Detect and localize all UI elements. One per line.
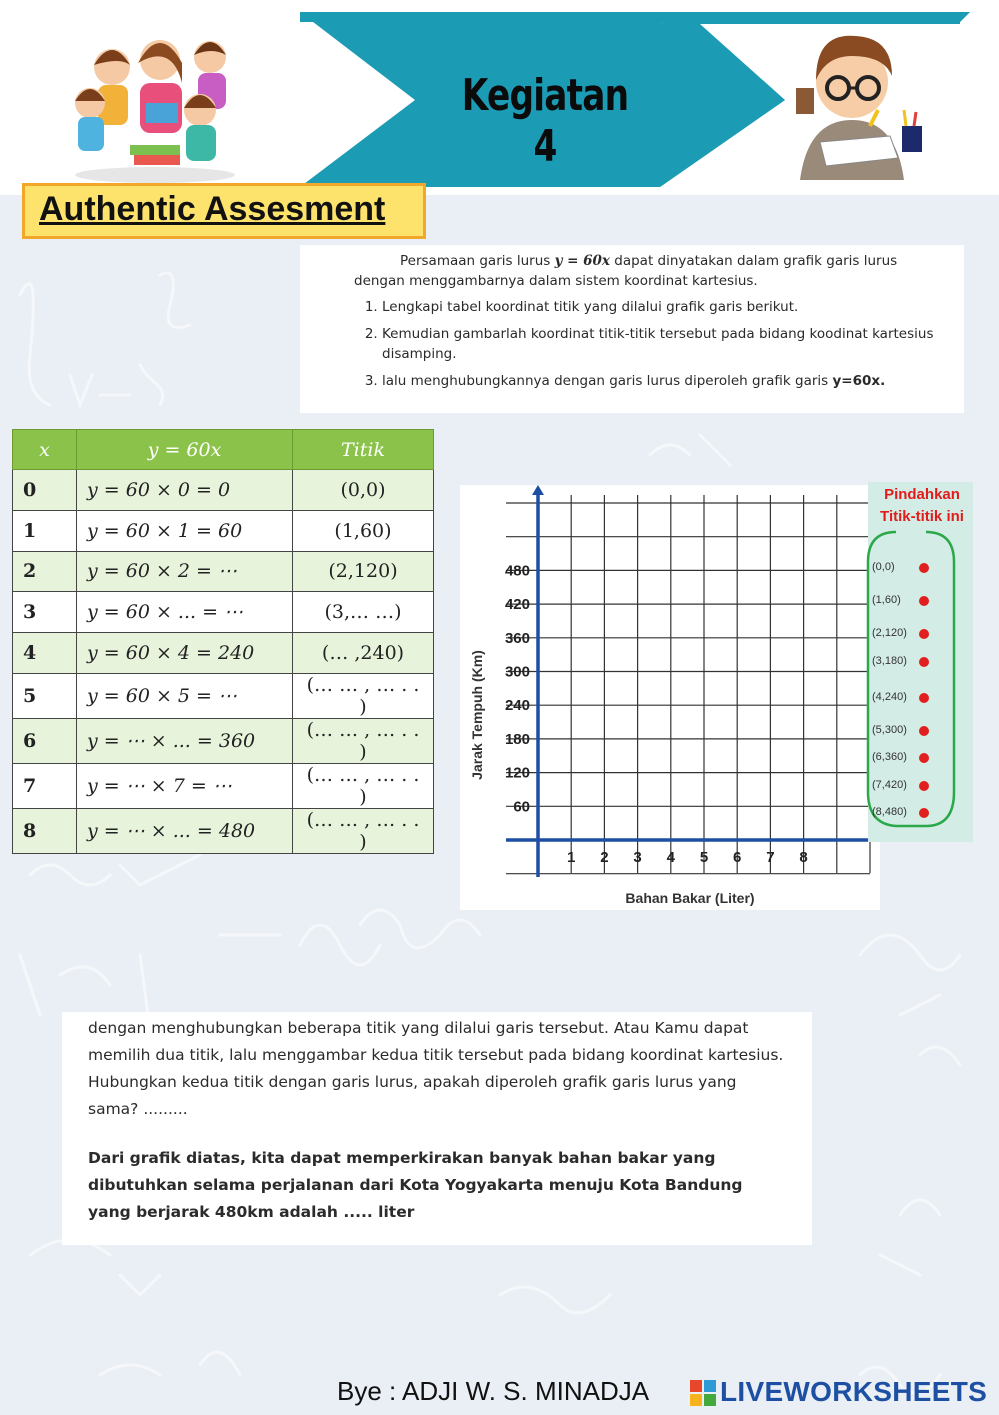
point-label: (8,480) xyxy=(872,806,907,818)
x-tick-label: 5 xyxy=(699,849,709,866)
cell-point: (… … , … . . ) xyxy=(293,808,434,853)
draggable-point-dot[interactable] xyxy=(919,657,929,667)
x-tick-label: 2 xyxy=(600,849,609,866)
x-axis-label: Bahan Bakar (Liter) xyxy=(625,890,755,906)
draggable-point-dot[interactable] xyxy=(919,563,929,573)
header-equation: y = 60x xyxy=(77,430,293,470)
cell-equation: y = 60 × ... = ⋯ xyxy=(77,592,293,633)
instructions-intro xyxy=(354,251,946,291)
table-row xyxy=(13,673,434,718)
cell-equation: y = ⋯ × 7 = ⋯ xyxy=(77,763,293,808)
y-tick-label: 420 xyxy=(504,596,530,614)
activity-title: Kegiatan 4 xyxy=(461,70,629,172)
y-tick-label: 480 xyxy=(504,562,530,580)
intro-text-pre: Persamaan garis lurus xyxy=(400,253,555,269)
cell-point: (… ,240) xyxy=(293,633,434,674)
y-tick-label: 180 xyxy=(504,730,530,748)
cell-x: 3 xyxy=(13,592,77,633)
instruction-step: 1. Lengkapi tabel koordinat titik yang dilalui grafik garis berikut. xyxy=(382,297,946,317)
instructions-panel xyxy=(300,245,964,413)
y-tick-label: 120 xyxy=(504,764,530,782)
x-tick-label: 8 xyxy=(799,849,808,866)
y-axis-arrow-icon xyxy=(532,485,544,495)
liveworksheets-brand: LIVEWORKSHEETS xyxy=(720,1376,988,1407)
points-title-line2: Titik-titik ini xyxy=(880,508,964,525)
points-title-line1: Pindahkan xyxy=(884,486,960,503)
draggable-point-dot[interactable] xyxy=(919,726,929,736)
draggable-point-dot[interactable] xyxy=(919,596,929,606)
intro-text-post: dapat dinyatakan dalam grafik garis lurus dengan menggambarnya dalam sistem koordinat kartesius. xyxy=(354,253,898,289)
table-row xyxy=(13,633,434,674)
conclusion-question: Dari grafik diatas, kita dapat memperkirakan banyak bahan bakar yang dibutuhkan selama perjalanan dari Kota Yogyakarta menuju Kota Bandung yang berjarak 480km adalah ..... liter xyxy=(88,1149,743,1221)
point-label: (1,60) xyxy=(872,594,901,606)
graph-grid xyxy=(506,495,870,874)
cell-equation: y = 60 × 0 = 0 xyxy=(77,470,293,511)
y-tick-label: 60 xyxy=(513,798,530,816)
cell-x: 6 xyxy=(13,718,77,763)
cell-equation: y = 60 × 2 = ⋯ xyxy=(77,551,293,592)
kids-reading-illustration xyxy=(60,35,250,185)
point-label: (6,360) xyxy=(872,751,907,763)
cell-x: 7 xyxy=(13,763,77,808)
draggable-point-dot[interactable] xyxy=(919,808,929,818)
instructions-steps xyxy=(354,297,946,391)
graph-tick-labels xyxy=(505,562,808,866)
table-row xyxy=(13,510,434,551)
draggable-point-dot[interactable] xyxy=(919,753,929,763)
point-label: (0,0) xyxy=(872,561,895,573)
x-tick-label: 4 xyxy=(666,849,675,866)
draggable-point-dot[interactable] xyxy=(919,629,929,639)
instruction-step xyxy=(382,371,946,391)
x-tick-label: 7 xyxy=(766,849,775,866)
points-panel-title xyxy=(872,484,972,528)
point-label: (5,300) xyxy=(872,724,907,736)
author-credit: Bye : ADJI W. S. MINADJA xyxy=(337,1376,650,1406)
cell-equation: y = ⋯ × ... = 480 xyxy=(77,808,293,853)
table-row xyxy=(13,592,434,633)
point-label: (4,240) xyxy=(872,691,907,703)
cell-point: (… … , … . . ) xyxy=(293,763,434,808)
point-label: (7,420) xyxy=(872,779,907,791)
cell-x: 0 xyxy=(13,470,77,511)
conclusion-paragraph: dengan menghubungkan beberapa titik yang dilalui garis tersebut. Atau Kamu dapat memilih dua titik, lalu menggambar kedua titik tersebut pada bidang koordinat kartesius. Hubungkan kedua titik dengan garis lurus, apakah diperoleh grafik garis lurus yang sama? ......... xyxy=(88,1019,784,1118)
intro-equation: y = 60x xyxy=(554,253,610,269)
cell-x: 5 xyxy=(13,673,77,718)
cell-x: 8 xyxy=(13,808,77,853)
y-tick-label: 240 xyxy=(504,697,530,715)
cell-x: 1 xyxy=(13,510,77,551)
y-tick-label: 300 xyxy=(504,663,530,681)
cell-point: (1,60) xyxy=(293,510,434,551)
student-writing-illustration xyxy=(790,30,930,180)
step-3-equation: y=60x. xyxy=(832,373,886,389)
cell-point: (3,… …) xyxy=(293,592,434,633)
section-title xyxy=(22,183,426,239)
conclusion-panel xyxy=(62,1012,812,1245)
point-label: (2,120) xyxy=(872,627,907,639)
table-row xyxy=(13,470,434,511)
step-3-text: lalu menghubungkannya dengan garis lurus diperoleh grafik garis xyxy=(382,373,833,389)
x-tick-label: 6 xyxy=(733,849,742,866)
cartesian-graph[interactable] xyxy=(460,485,880,910)
table-header-row xyxy=(13,430,434,470)
cell-x: 2 xyxy=(13,551,77,592)
cell-equation: y = 60 × 5 = ⋯ xyxy=(77,673,293,718)
coordinate-table xyxy=(12,429,434,854)
draggable-point-dot[interactable] xyxy=(919,781,929,791)
cell-equation: y = ⋯ × ... = 360 xyxy=(77,718,293,763)
y-axis-label: Jarak Tempuh (Km) xyxy=(469,650,485,780)
cell-point: (… … , … . . ) xyxy=(293,718,434,763)
table-row xyxy=(13,763,434,808)
draggable-point-dot[interactable] xyxy=(919,693,929,703)
cell-x: 4 xyxy=(13,633,77,674)
x-tick-label: 3 xyxy=(633,849,642,866)
table-row xyxy=(13,808,434,853)
table-row xyxy=(13,718,434,763)
y-tick-label: 360 xyxy=(504,629,530,647)
table-row xyxy=(13,551,434,592)
graph-axes xyxy=(506,485,880,877)
instruction-step: 2. Kemudian gambarlah koordinat titik-titik tersebut pada bidang koodinat kartesius disamping. xyxy=(382,324,946,364)
x-tick-label: 1 xyxy=(567,849,576,866)
cell-equation: y = 60 × 1 = 60 xyxy=(77,510,293,551)
header-point: Titik xyxy=(293,430,434,470)
section-title-text: Authentic Assesment xyxy=(39,190,386,228)
point-label: (3,180) xyxy=(872,655,907,667)
cell-point: (2,120) xyxy=(293,551,434,592)
cell-equation: y = 60 × 4 = 240 xyxy=(77,633,293,674)
cell-point: (… … , … . . ) xyxy=(293,673,434,718)
cell-point: (0,0) xyxy=(293,470,434,511)
header-x: x xyxy=(13,430,77,470)
liveworksheets-logo-icon xyxy=(690,1380,716,1406)
